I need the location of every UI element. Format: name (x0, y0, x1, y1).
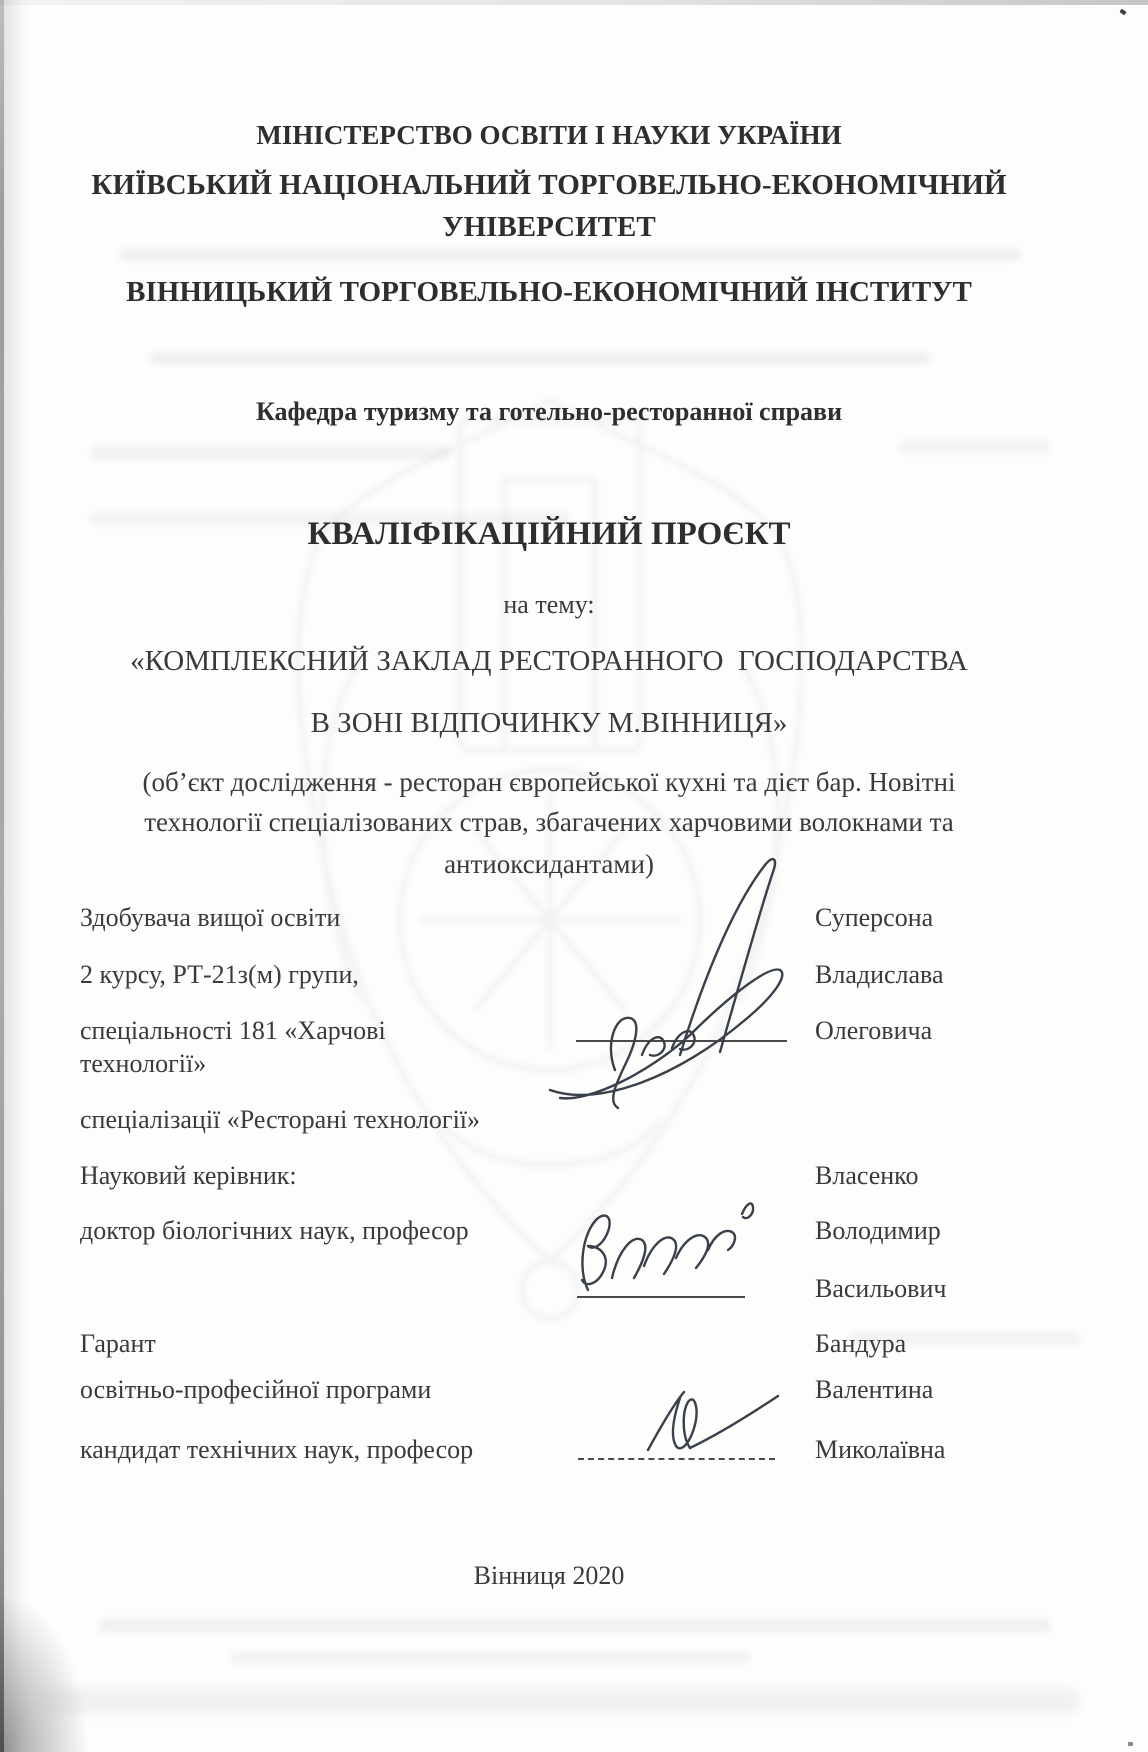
student-name-first: Владислава (815, 960, 944, 989)
scan-speck (1128, 1742, 1133, 1746)
guarantor-label-1: Гарант (80, 1329, 156, 1358)
student-label-4: технології» (80, 1049, 207, 1078)
guarantor-name-last: Бандура (815, 1329, 907, 1358)
guarantor-signature (630, 1378, 795, 1468)
bleedthrough-band (100, 1618, 1050, 1633)
scan-top-edge (0, 0, 1148, 5)
department-line: Кафедра туризму та готельно-ресторанної справи (255, 397, 843, 426)
bleedthrough-band (120, 248, 1020, 261)
supervisor-label-1: Науковий керівник: (80, 1161, 297, 1190)
student-name-patronymic: Олеговича (815, 1016, 933, 1045)
scan-corner-shadow (0, 1592, 90, 1752)
student-label-3: спеціальності 181 «Харчові (80, 1016, 386, 1045)
supervisor-name-last: Власенко (815, 1161, 919, 1190)
institute-line: ВІННИЦЬКИЙ ТОРГОВЕЛЬНО-ЕКОНОМІЧНИЙ ІНСТИТУТ (126, 276, 972, 308)
student-label-2: 2 курсу, РТ-21з(м) групи, (80, 960, 359, 989)
supervisor-signature (560, 1190, 770, 1320)
scan-bottom-smudge (40, 1688, 1080, 1714)
topic-line-1: «КОМПЛЕКСНИЙ ЗАКЛАД РЕСТОРАННОГО ГОСПОДАРСТВА (130, 645, 968, 677)
supervisor-name-first: Володимир (815, 1216, 941, 1245)
scan-speck (1119, 9, 1126, 16)
guarantor-label-3: кандидат технічних наук, професор (80, 1435, 474, 1464)
city-year: Вінниця 2020 (473, 1561, 625, 1590)
supervisor-label-2: доктор біологічних наук, професор (80, 1216, 469, 1245)
topic-line-2: В ЗОНІ ВІДПОЧИНКУ М.ВІННИЦЯ» (310, 707, 788, 739)
bleedthrough-band (900, 440, 1050, 454)
object-line-3: антиоксидантами) (444, 849, 654, 879)
student-label-5: спеціалізації «Ресторані технології» (80, 1105, 481, 1134)
on-topic-label: на тему: (503, 590, 595, 619)
object-line-1: (об’єкт дослідження - ресторан європейської кухні та дієт бар. Новітні (142, 767, 956, 797)
work-type-title: КВАЛІФІКАЦІЙНИЙ ПРОЄКТ (307, 516, 791, 552)
student-signature (530, 840, 800, 1130)
supervisor-name-patronymic: Васильович (815, 1274, 947, 1303)
student-label-1: Здобувача вищої освіти (80, 903, 341, 932)
student-name-last: Суперсона (815, 903, 934, 932)
university-line-2: УНІВЕРСИТЕТ (442, 211, 656, 243)
university-line-1: КИЇВСЬКИЙ НАЦІОНАЛЬНИЙ ТОРГОВЕЛЬНО-ЕКОНОМІЧНИЙ (91, 169, 1007, 201)
object-line-2: технології спеціалізованих страв, збагачених харчовими волокнами та (144, 807, 954, 837)
bleedthrough-band (230, 1652, 750, 1664)
guarantor-label-2: освітньо-професійної програми (80, 1375, 432, 1404)
guarantor-name-first: Валентина (815, 1375, 934, 1404)
guarantor-name-patronymic: Миколаївна (815, 1435, 946, 1464)
ministry-line: МІНІСТЕРСТВО ОСВІТИ І НАУКИ УКРАЇНИ (256, 120, 842, 150)
